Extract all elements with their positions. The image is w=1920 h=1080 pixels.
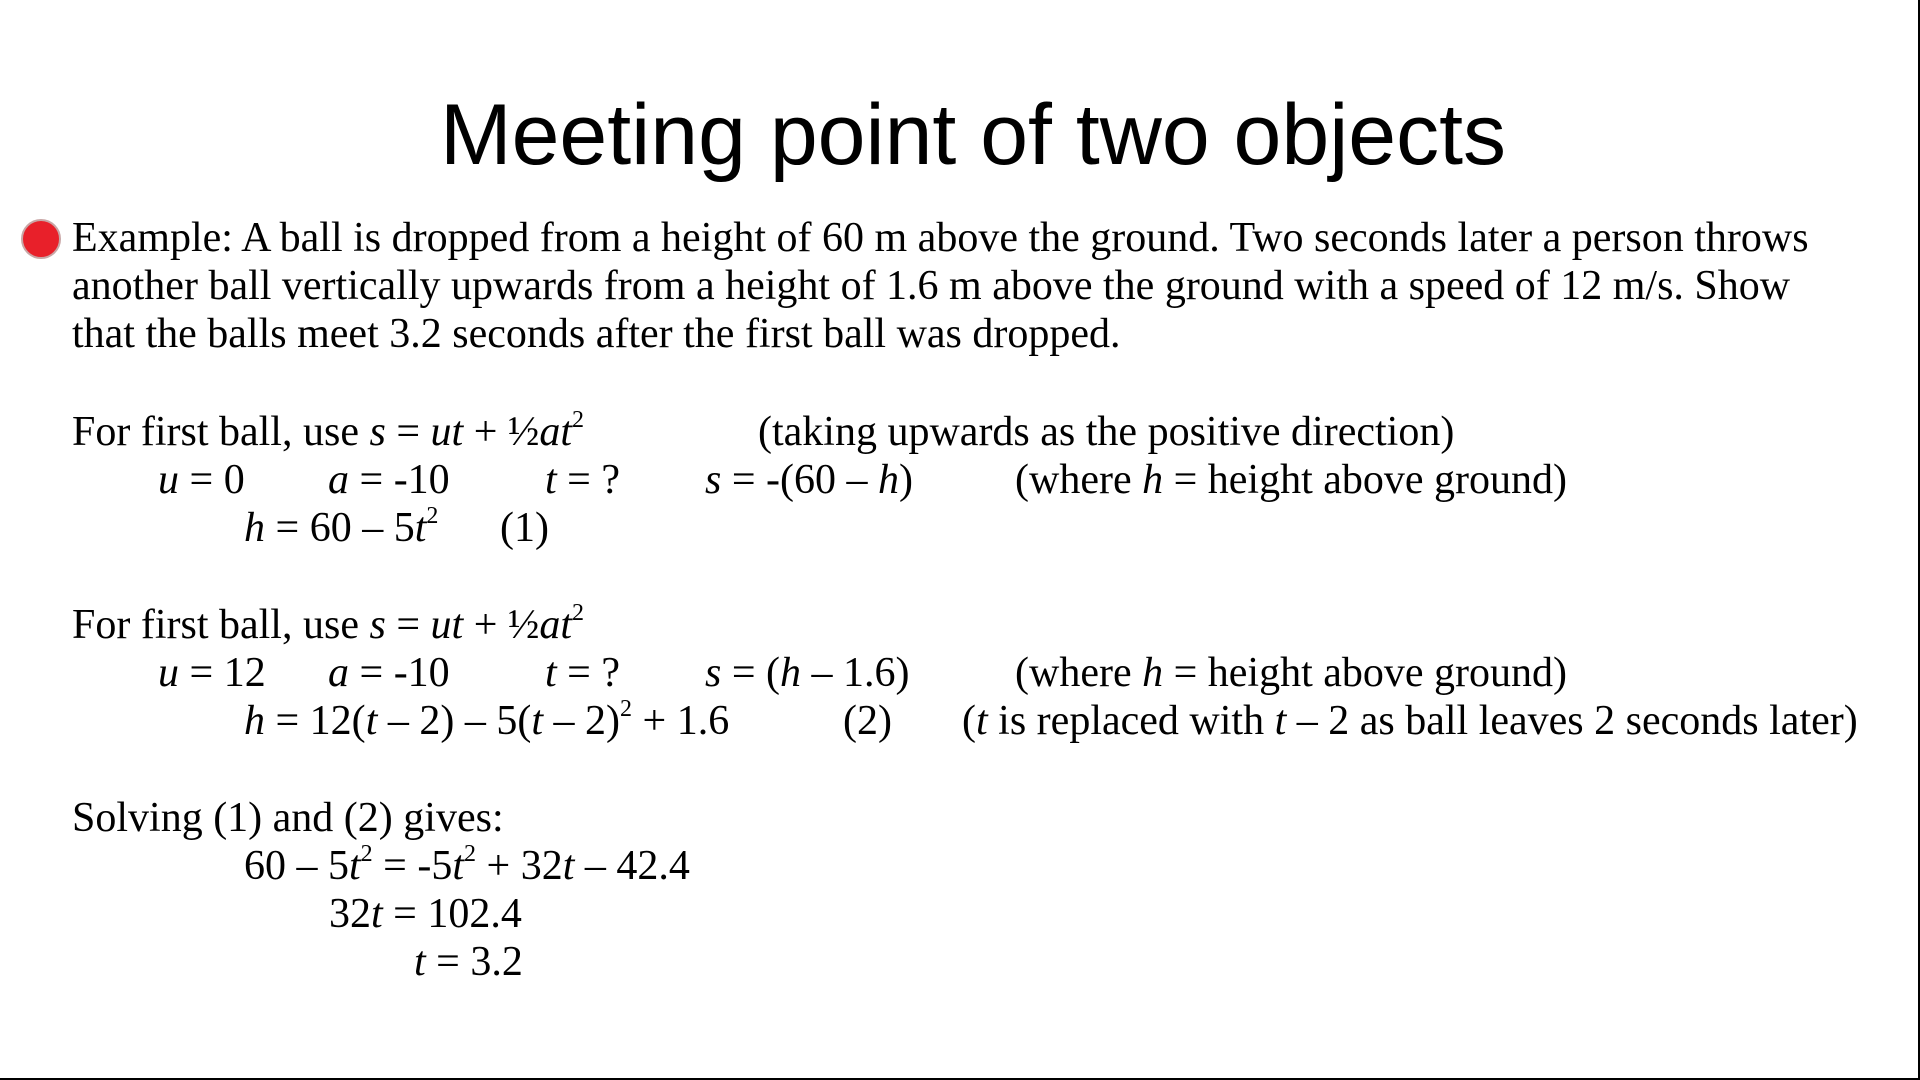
ball1-t: t = ? [545, 457, 621, 503]
ball1-where: (where h = height above ground) [1015, 457, 1568, 503]
solving-step-2-value: = 102.4 [393, 891, 522, 937]
solving-step-1: $60 - 5t^2 = -5t^2 + 32t - 42.4$ [244, 841, 690, 889]
equation-label-1: (1) [500, 505, 549, 551]
example-line-3: that the balls meet 3.2 seconds after the first ball was dropped. [72, 311, 1121, 357]
ball2-where-text: height above ground) [1207, 650, 1568, 696]
ball1-s-value: -(60 – [766, 457, 879, 503]
example-line-1: Example: A ball is dropped from a height of 60 m above the ground. Two seconds later a person throws [72, 215, 1809, 261]
ball1-direction-note: (taking upwards as the positive direction) [758, 409, 1455, 455]
example-line-2: another ball vertically upwards from a height of 1.6 m above the ground with a speed of 12 m/s. Show [72, 263, 1791, 309]
ball2-t: t = ? [545, 650, 621, 696]
ball2-explanation: (t is replaced with t – 2 as ball leaves 2 seconds later) [962, 698, 1858, 744]
ball2-u-value: 12 [223, 650, 266, 696]
ball2-explain-text-2: – 2 as ball leaves 2 seconds later) [1296, 698, 1858, 744]
ball1-formula-line: For first ball, use s = ut + $\frac{1}{2}at^2$ [72, 407, 585, 455]
ball1-a-value: -10 [393, 457, 450, 503]
ball1-height-equation: $h = 60 - 5t^2$ [244, 503, 439, 551]
bullet-icon [21, 219, 61, 259]
ball1-intro: For first ball, use [72, 409, 359, 455]
slide-title: Meeting point of two objects [439, 87, 1507, 183]
ball2-formula-line: For first ball, use s = ut + $\frac{1}{2}at^2$ [72, 600, 585, 648]
ball2-u: u = 12 [158, 650, 266, 696]
solving-intro: Solving (1) and (2) gives: [72, 795, 504, 841]
ball1-u: u = 0 [158, 457, 245, 503]
ball1-s: s = -(60 – h) [705, 457, 914, 503]
ball1-h-eq: 60 – 5 [309, 505, 415, 551]
ball2-intro: For first ball, use [72, 602, 359, 648]
solving-result: t = 3.2 [414, 939, 523, 985]
ball2-s: s = (h – 1.6) [705, 650, 910, 696]
equation-label-2: (2) [843, 698, 892, 744]
solving-result-value: 3.2 [470, 939, 523, 985]
ball2-a-value: -10 [393, 650, 450, 696]
ball2-a: a = -10 [328, 650, 450, 696]
ball2-t-value: ? [601, 650, 621, 696]
ball1-t-value: ? [601, 457, 621, 503]
ball2-explain-text: is replaced with [998, 698, 1265, 744]
ball1-u-value: 0 [223, 457, 245, 503]
ball1-a: a = -10 [328, 457, 450, 503]
ball2-height-equation: h = 12(t – 2) – 5(t – 2)$^2$ + 1.6 [244, 696, 730, 744]
ball2-where: (where h = height above ground) [1015, 650, 1568, 696]
solving-step-2: 32t = 102.4 [329, 891, 522, 937]
ball1-where-text: height above ground) [1207, 457, 1568, 503]
